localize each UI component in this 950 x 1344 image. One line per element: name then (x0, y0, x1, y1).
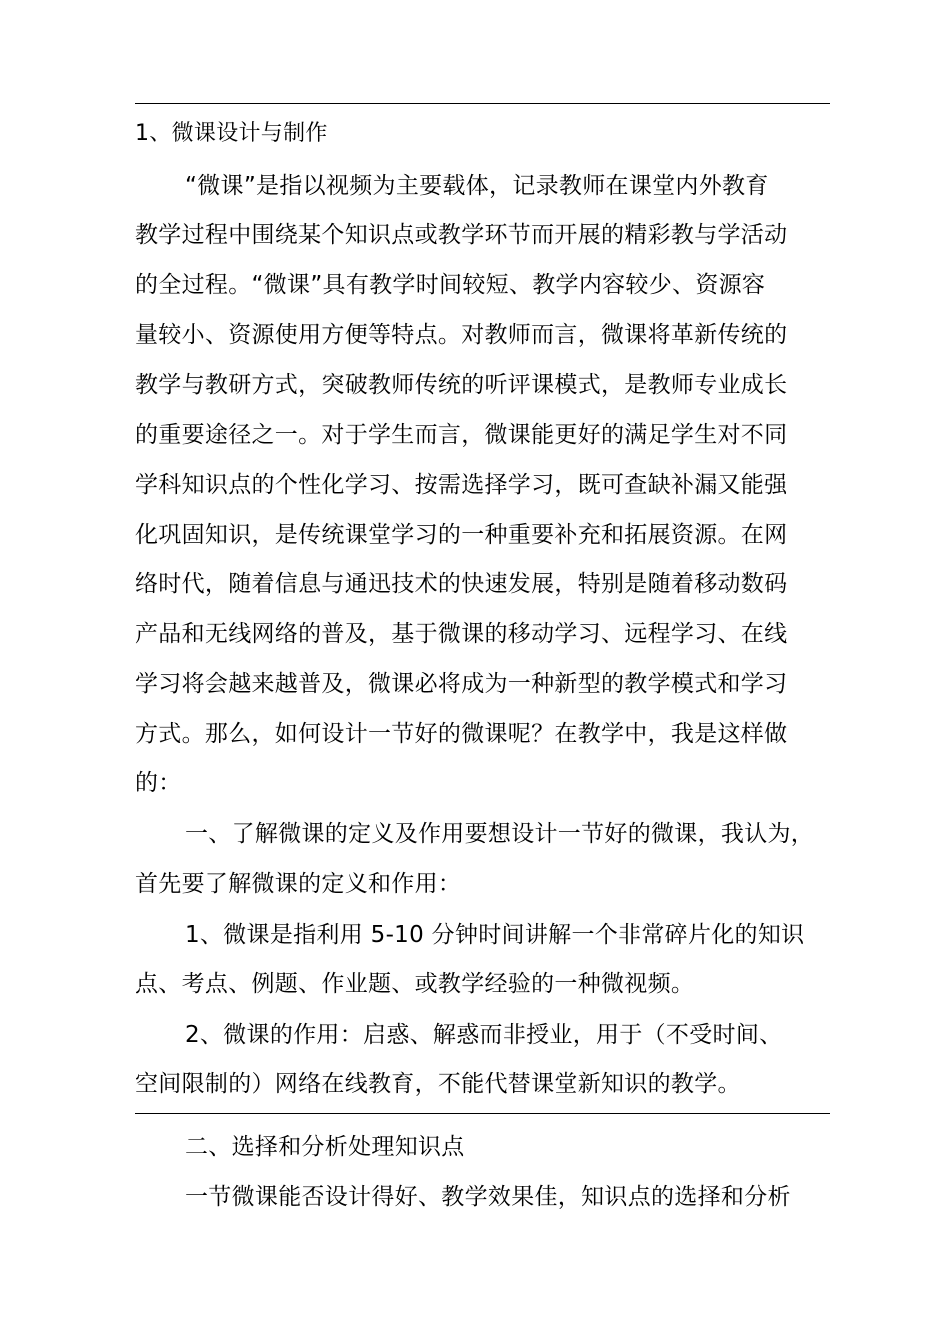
paragraph-line: 的： (135, 770, 182, 796)
paragraph-line: 的全过程。“微课”具有教学时间较短、教学内容较少、资源容 (135, 272, 766, 298)
paragraph-line: “微课”是指以视频为主要载体，记录教师在课堂内外教育 (185, 173, 769, 199)
paragraph-line: 点、考点、例题、作业题、或教学经验的一种微视频。 (135, 971, 695, 997)
paragraph-line: 化巩固知识，是传统课堂学习的一种重要补充和拓展资源。在网 (135, 522, 788, 548)
section-heading: 1、微课设计与制作 (135, 121, 328, 146)
paragraph-line: 首先要了解微课的定义和作用： (135, 871, 462, 897)
paragraph-line: 2、微课的作用：启惑、解惑而非授业，用于（不受时间、 (185, 1022, 783, 1048)
paragraph-line: 络时代，随着信息与通迅技术的快速发展，特别是随着移动数码 (135, 571, 788, 597)
paragraph-line: 教学过程中围绕某个知识点或教学环节而开展的精彩教与学活动 (135, 222, 788, 248)
section-heading: 二、选择和分析处理知识点 (185, 1134, 465, 1160)
paragraph-line: 学习将会越来越普及，微课必将成为一种新型的教学模式和学习 (135, 671, 788, 697)
paragraph-line: 1、微课是指利用 5-10 分钟时间讲解一个非常碎片化的知识 (185, 922, 805, 948)
paragraph-line: 教学与教研方式，突破教师传统的听评课模式，是教师专业成长 (135, 372, 788, 398)
paragraph-line: 一节微课能否设计得好、教学效果佳，知识点的选择和分析 (185, 1184, 791, 1210)
top-rule (135, 103, 830, 104)
paragraph-line: 产品和无线网络的普及，基于微课的移动学习、远程学习、在线 (135, 621, 788, 647)
paragraph-line: 量较小、资源使用方便等特点。对教师而言，微课将革新传统的 (135, 322, 788, 348)
paragraph-line: 空间限制的）网络在线教育，不能代替课堂新知识的教学。 (135, 1071, 741, 1097)
paragraph-line: 一、了解微课的定义及作用要想设计一节好的微课，我认为， (185, 821, 815, 847)
paragraph-line: 方式。那么，如何设计一节好的微课呢？在教学中，我是这样做 (135, 721, 788, 747)
page-break-rule (135, 1113, 830, 1114)
paragraph-line: 的重要途径之一。对于学生而言，微课能更好的满足学生对不同 (135, 422, 788, 448)
paragraph-line: 学科知识点的个性化学习、按需选择学习，既可查缺补漏又能强 (135, 472, 788, 498)
